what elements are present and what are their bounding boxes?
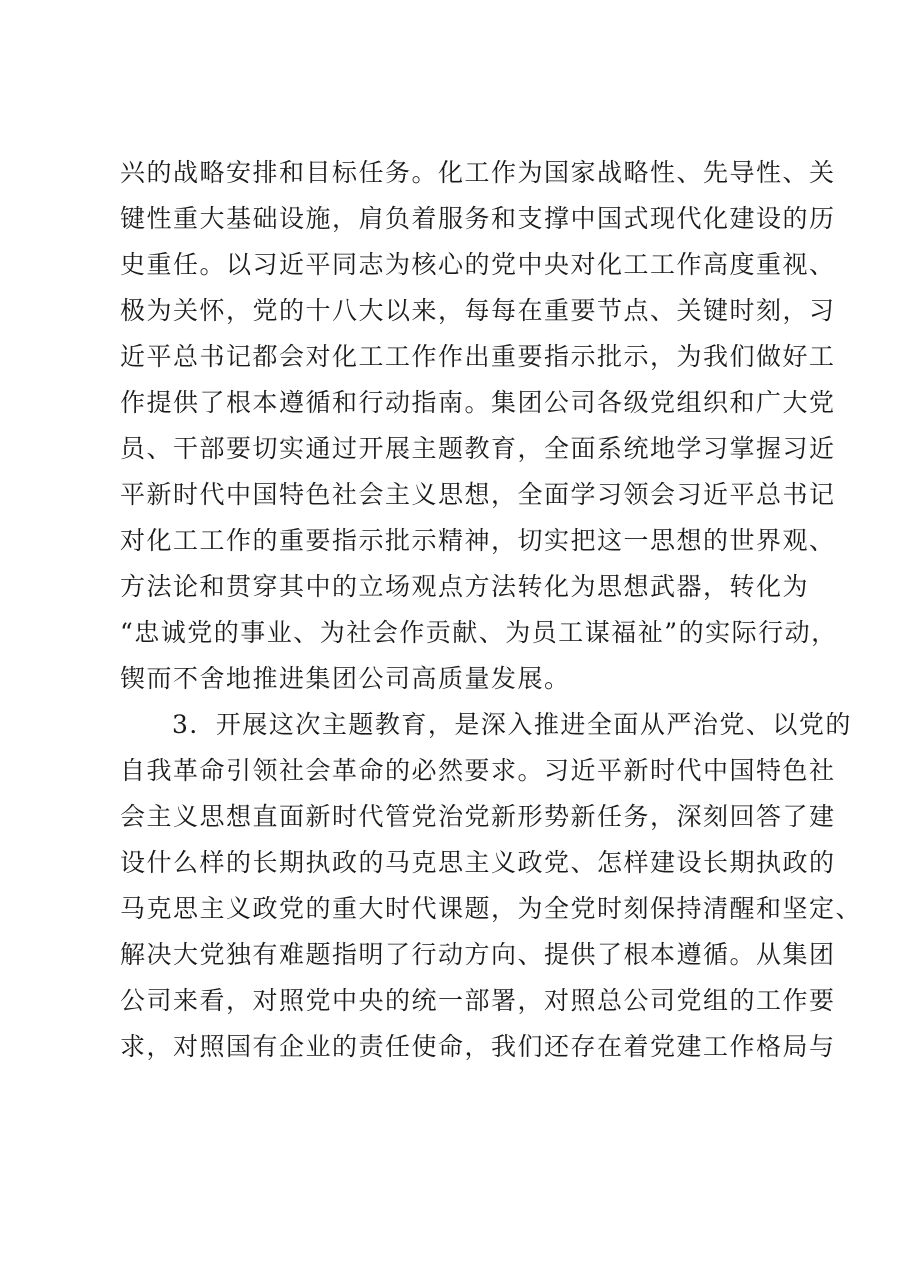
paragraph-1 (120, 150, 838, 702)
text-line: 平新时代中国特色社会主义思想，全面学习领会习近平总书记 (120, 480, 836, 509)
text-line: 方法论和贯穿其中的立场观点方法转化为思想武器，转化为 (120, 572, 810, 601)
text-line: 马克思主义政党的重大时代课题，为全党时刻保持清醒和坚定、 (120, 894, 863, 923)
text-line: 作提供了根本遵循和行动指南。集团公司各级党组织和广大党 (120, 388, 836, 417)
text-line: 自我革命引领社会革命的必然要求。习近平新时代中国特色社 (120, 756, 836, 785)
text-line: 解决大党独有难题指明了行动方向、提供了根本遵循。从集团 (120, 940, 836, 969)
text-line: 3．开展这次主题教育，是深入推进全面从严治党、以党的 (172, 710, 852, 739)
text-line: 极为关怀，党的十八大以来，每每在重要节点、关键时刻，习 (120, 296, 836, 325)
text-line: 史重任。以习近平同志为核心的党中央对化工工作高度重视、 (120, 250, 836, 279)
text-line: 设什么样的长期执政的马克思主义政党、怎样建设长期执政的 (120, 848, 836, 877)
text-line: 会主义思想直面新时代管党治党新形势新任务，深刻回答了建 (120, 802, 836, 831)
text-line: “忠诚党的事业、为社会作贡献、为员工谋福祉”的实际行动， (120, 618, 838, 647)
body-text (120, 150, 863, 1070)
text-line: 对化工工作的重要指示批示精神，切实把这一思想的世界观、 (120, 526, 836, 555)
text-line: 锲而不舍地推进集团公司高质量发展。 (120, 664, 571, 693)
text-line: 员、干部要切实通过开展主题教育，全面系统地学习掌握习近 (120, 434, 836, 463)
text-line: 键性重大基础设施，肩负着服务和支撑中国式现代化建设的历 (120, 204, 836, 233)
text-line: 公司来看，对照党中央的统一部署，对照总公司党组的工作要 (120, 986, 836, 1015)
text-line: 求，对照国有企业的责任使命，我们还存在着党建工作格局与 (120, 1032, 836, 1061)
paragraph-2 (120, 702, 863, 1070)
text-line: 兴的战略安排和目标任务。化工作为国家战略性、先导性、关 (120, 158, 836, 187)
text-line: 近平总书记都会对化工工作作出重要指示批示，为我们做好工 (120, 342, 836, 371)
